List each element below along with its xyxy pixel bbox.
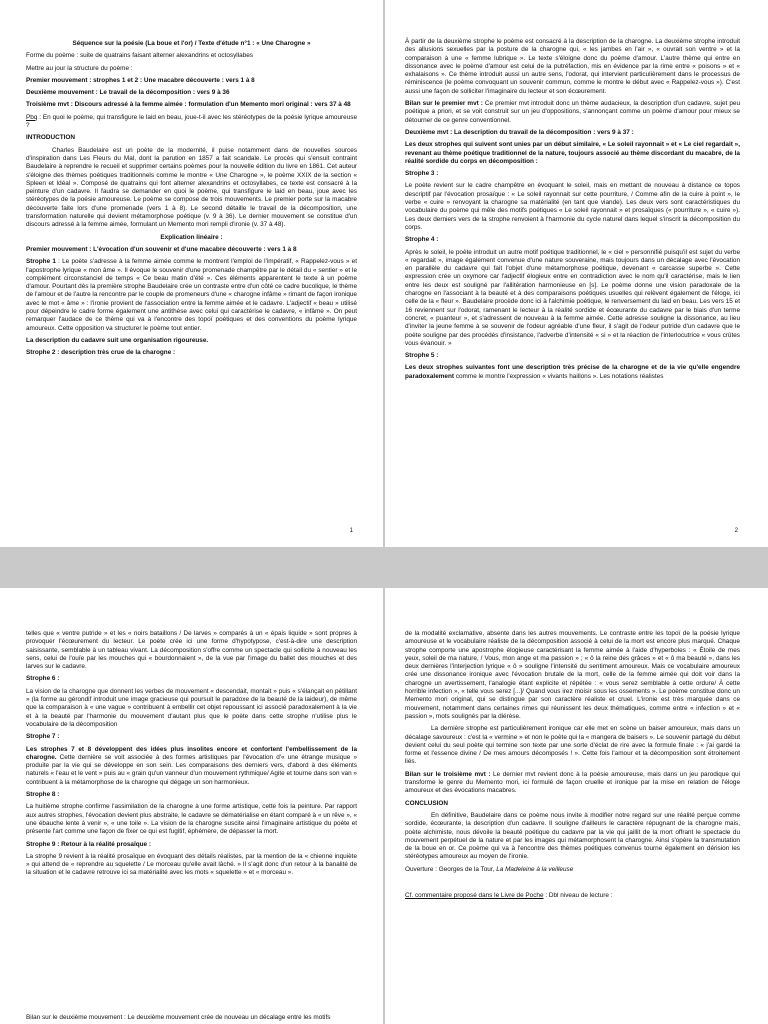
strophe-5-heading: Strophe 5 : bbox=[405, 352, 439, 360]
intro-paragraph: Charles Baudelaire est un poète de la modernité, il puise notamment dans de nouvelles sources d'inspiration dans Les Fleurs du Mal, dont la parution en 1857 a fait scandale. Le procès qui s'ensuit contraint Baudelaire à reprendre le recueil et supprimer certains poèmes pour la nouvelle édition du livre en 1861. Cet auteur s'éloigne des thèmes poétiques traditionnels comme le montre « Une Charogne », le poème XXIX de la section « Spleen et Idéal ». Composé de quatrains qui font alterner alexandrins et octosyllabes, ce texte est consacré à la peinture d'un cadavre. Il faudra se demander en quoi le poème, qui transfigure le laid en beau, joue avec les stéréotypes de la poésie amoureuse. Le poème se compose de trois mouvements. Le premier porte sur la macabre découverte faite lors d'une promenade (vers 1 à 8). Le second détaille le travail de la décomposition, une transformation naturelle qui devient métamorphose poétique (v. 9 à 36). Le dernier mouvement se constitue d'un discours adressé à la femme aimée, formulant un Memento mori rempli d'ironie (v. 37 à 48). bbox=[26, 146, 357, 229]
cf-label: Cf. commentaire proposé dans le Livre de Poche bbox=[405, 892, 544, 900]
bilan-3 bbox=[405, 771, 740, 796]
strophe-1-label: Strophe 1 bbox=[26, 258, 56, 266]
strophe-2-heading: Strophe 2 : description très crue de la charogne : bbox=[26, 349, 176, 357]
bilan-1 bbox=[405, 100, 740, 125]
strophe-4-heading: Strophe 4 : bbox=[405, 236, 439, 244]
strophe-3-text: Le poète revient sur le cadre champêtre en évoquant le soleil, mais en mettant de nouveau à distance ce topos descriptif par l'évocation prosaïque : « Le soleil rayonnait sur cette pourriture, / Comme afin de la cuire à point », le verbe « cuire » renvoyant la charogne sa matérialité (en tant que viande). Les deux vers sont caractéristiques du vocabulaire du poème qui mêle des motifs poétiques « Le soleil rayonnait » et prosaïques (« pourriture », « cuire »). Les deux derniers vers de la strophe renvoient à l'harmonie du cycle naturel dans lequel s'inscrit la décomposition du corps. bbox=[405, 182, 740, 231]
strophe-1 bbox=[26, 258, 357, 333]
strophe-8-text: La huitième strophe confirme l'assimilation de la charogne à une forme artistique, cette fois la peinture. Par rapport aux autres strophes, l'évocation devient plus abstraite, le cadavre se dématérialise en étant comparé à « un rêve », « une ébauche lente à venir », « une toile ». La vision de la charogne suscite ainsi l'imaginaire artistique du poète et présente l'art comme une façon de fixer ce qui est fugitif, éphémère, de dépasser la mort. bbox=[26, 803, 357, 836]
document-title: Séquence sur la poésie (La boue et l'or) / Texte d'étude n°1 : « Une Charogne » bbox=[72, 40, 311, 47]
problematique bbox=[26, 114, 357, 131]
strophe-6-heading: Strophe 6 : bbox=[26, 675, 60, 683]
strophes-3-4-intro: Les deux strophes qui suivent sont unies par un début similaire, « Le soleil rayonnait » et « Le ciel regardait », revenant au thème poétique traditionnel de la nature, toujours associé au thème discordant du macabre, de la réalité sordide du corps en décomposition : bbox=[405, 141, 740, 165]
intro-heading: INTRODUCTION bbox=[26, 134, 75, 142]
strophe-9-heading: Strophe 9 : Retour à la réalité prosaïque : bbox=[26, 840, 152, 848]
strophe-3-heading: Strophe 3 : bbox=[405, 170, 439, 178]
bilan-1-text: Ce premier mvt introduit donc un thème audacieux, la description d'un cadavre, sujet peu poétique a priori, et se voit construit sur un jeu d'oppositions, s'annonçant comme un poème d'amour pour mieux se détourner de ce genre conventionnel. bbox=[405, 100, 741, 124]
strophe-5-bold: Les deux strophes suivantes font une description très précise de la charogne et de la vie qu'elle engendre paradoxalement bbox=[405, 364, 740, 380]
strophe-1-text: : Le poète s'adresse à la femme aimée comme le montrent l'emploi de l'impératif, « Rappelez-vous » et l'apostrophe lyrique « mon âme ». Il évoque le souvenir d'une promenade champêtre par le détail du « sentier » et le complément circonstanciel de temps « Ce beau matin d'été ». Ces éléments apparentent le texte à un poème d'amour. Pourtant dès la première strophe Baudelaire crée un contraste entre d'un côté ce cadre bucolique, le thème de l'amour et de l'autre la rencontre par le couple de promeneurs d'une « charogne infâme » rimant de façon ironique avec le mot « âme » : l'ironie provient de l'association entre la femme aimée et le cadavre. L'adjectif « beau » utilisé pour dépeindre le cadre forme également une antithèse avec celui qui caractérise le cadavre, « infâme ». On peut remarquer l'audace de ce thème qui va à l'encontre des topoï poétiques et des conventions du poème lyrique amoureux. Cette opposition va structurer le poème tout entier. bbox=[26, 258, 357, 332]
document-page-2 bbox=[385, 0, 768, 547]
movement-1-heading: Premier mouvement : L'évocation d'un souvenir et d'une macabre découverte : vers 1 à 8 bbox=[26, 245, 297, 253]
strophe-7-text: Cette dernière se voit associée à des formes artistiques par l'évocation d'« une étrange musique » produite par la vie qui se développe en son sein. Les comparaisons des derniers vers, d'abord à des éléments naturels « l'eau et le vent » puis au « grain qu'un vanneur d'un mouvement rythmique/ Agite et tourne dans son van » contribuent à la métamorphose de la charogne qui dégage un son harmonieux. bbox=[26, 753, 357, 786]
conclusion-text: En définitive, Baudelaire dans ce poème nous invite à modifier notre regard sur une réalité perçue comme sordide, écœurante, la description d'un cadavre. Il souligne d'ailleurs le caractère répugnant de la charogne mais, poète alchimiste, nous dévoile la beauté poétique du cadavre par la vie qui jaillit de la mort offrant le spectacle du mouvement perpétuel de la nature et par les images qui métamorphosent la charogne. Ainsi s'opère la transmutation de la boue en or. Ce poème qui va à l'encontre des thèmes poétiques convenus tourne également en dérision les stéréotypes amoureux au moyen de l'ironie. bbox=[405, 811, 740, 861]
strophe-5-text: comme le montre l'expression « vivants haillons ». Les notations réalistes bbox=[454, 372, 664, 380]
movement-1-summary: Premier mouvement : strophes 1 et 2 : Une macabre découverte : vers 1 à 8 bbox=[26, 76, 255, 84]
movement-3-paragraph: de la modalité exclamative, absente dans les autres mouvements. Le contraste entre les topoï de la poésie lyrique amoureuse et le vocabulaire réaliste de la décomposition associé à celui de la mort est encore plus marqué. Chaque strophe comporte une apostrophe élogieuse caractérisant la femme aimée à l'aide d'hyperboles : « Étoile de mes yeux, soleil de ma nature, / Vous, mon ange et ma passion » ; « ô la reine des grâces » et « ô ma beauté », dans les deux dernières l'interjection lyrique « ô » souligne l'intensité du sentiment amoureux. Mais ce vocabulaire amoureux crée une dissonance ironique avec l'évocation brutale de la mort, celle de la femme aimée qui doit voir dans la charogne un avertissement, l'analogie étant explicite et répétée : « vous serez semblable à cette ordure/ À cette horrible infection », « telle vous serez [...]/ Quand vous irez moisir sous les ossements ». Le poème constitue donc un Memento mori original, qui se distingue par son caractère réaliste et cruel. L'ironie est très marquée dans ce mouvement, notamment dans certaines rimes qui réunissent les deux thématiques, comme entre « infection » et « passion », mots soulignés par la diérèse. bbox=[405, 630, 740, 720]
ouverture-label: Ouverture : Georges de la Tour, bbox=[405, 865, 497, 873]
document-page-4 bbox=[385, 588, 768, 1024]
pbq-text: : En quoi le poème, qui transfigure le laid en beau, joue-t-il avec les stéréotypes de la poésie lyrique amoureuse ? bbox=[26, 113, 357, 130]
bilan-3-label: Bilan sur le troisième mvt : bbox=[405, 770, 491, 778]
ouverture bbox=[405, 866, 740, 874]
pbq-label: Pbq bbox=[26, 113, 38, 121]
page-number: 1 bbox=[349, 527, 353, 534]
strophe-7-heading: Strophe 7 : bbox=[26, 733, 60, 741]
strophe-5-continued: telles que « ventre putride » et les « noirs bataillons / De larves » comparés à un « épais liquide » sont propres à provoquer l'écœurement du lecteur. Le poète crée ici une forme d'hypotypose, c'est-à-dire une description saisissante, semblable à un tableau vivant. La décomposition s'offre comme un spectacle qui sollicite à nouveau les sens, celui de l'ouïe par les mouches qui « bourdonnaient », de la vue par l'image du ballet des mouches et des larves sur le cadavre. bbox=[26, 630, 357, 671]
strophe-7 bbox=[26, 746, 357, 787]
cf-commentaire bbox=[405, 892, 740, 900]
strophe-2-paragraph: À partir de la deuxième strophe le poème est consacré à la description de la charogne. La deuxième strophe introduit des allusions sexuelles par la posture de la charogne qui, « les jambes en l'air », « ouvrait son ventre » et la comparaison à une « femme lubrique ». Le texte s'éloigne donc du poème d'amour. L'autre thème qui entre en dissonance avec le poème d'amour est celui de la putréfaction, mis en évidence par la rime entre « poisons » et « exhalaisons ». Ce thème introduit aussi un autre sens, l'odorat, qui intervient particulièrement dans le processus de réminiscence (le poème convoquant un souvenir commun, comme le montre le début avec « Rappelez-vous »). C'est aussi une façon de solliciter l'imaginaire du lecteur et son écœurement. bbox=[405, 38, 740, 95]
description-line: La description du cadavre suit une organisation rigoureuse. bbox=[26, 336, 209, 344]
strophe-8-heading: Strophe 8 : bbox=[26, 791, 60, 799]
strophe-7-bold: Les strophes 7 et 8 développent des idées plus insolites encore et confortent l'embellissement de la charogne. bbox=[26, 745, 357, 761]
strophe-6-text: La vision de la charogne que donnent les verbes de mouvement « descendait, montait » puis « s'élançait en pétillant » (la forme au gérondif introduit une image gracieuse qui poursuit le paradoxe de la beauté de la laideur), de même que la comparaison à « une vague » contribuent à embellir cet objet repoussant ici associé paradoxalement à la vie et à la beauté par l'harmonie du mouvement d'autant plus que le poète dans cette strophe n'utilise plus le vocabulaire de la décomposition bbox=[26, 687, 357, 728]
bilan-3-text: Le dernier mvt revient donc à la poésie amoureuse, mais dans un jeu parodique qui transforme le genre du Memento mori, ici formulé de façon cruelle et ironique par la mise en relation de l'éloge amoureux et des évocations macabres. bbox=[405, 770, 740, 795]
movement-3-summary: Troisième mvt : Discours adressé à la femme aimée : formulation d'un Memento mori original : vers 37 à 48 bbox=[26, 101, 351, 109]
movement-2-heading: Deuxième mvt : La description du travail de la décomposition : vers 9 à 37 : bbox=[405, 128, 634, 136]
poem-form: Forme du poème : suite de quatrains faisant alterner alexandrins et octosyllabes bbox=[26, 52, 253, 60]
document-page-1 bbox=[0, 0, 383, 547]
strophe-9-text: La strophe 9 revient à la réalité prosaïque en évoquant des détails réalistes, par la mention de la « chienne inquiète » qui attend de « reprendre au squelette / Le morceau qu'elle avait lâché. » Il s'agit donc d'un retour à la banalité de la situation et le cadavre retrouve ici sa matérialité avec les mots « squelette » et « morceau ». bbox=[26, 852, 357, 877]
page-separator-horizontal bbox=[0, 547, 768, 588]
document-page-3 bbox=[0, 588, 383, 1024]
explication-heading: Explication linéaire : bbox=[160, 233, 223, 241]
strophe-5 bbox=[405, 364, 740, 381]
structure-intro: Mettre au jour la structure du poème : bbox=[26, 64, 133, 72]
page-number: 2 bbox=[734, 527, 738, 534]
strophe-4-text: Après le soleil, le poète introduit un autre motif poétique traditionnel, le « ciel » personnifié puisqu'il est sujet du verbe « regardait », image également convenue d'une nature souveraine, mais toujours dans un décalage avec l'évocation en parallèle du cadavre qui fait l'objet d'une métamorphose poétique, devenant « carcasse superbe ». Cette expression crée un oxymore car l'adjectif élogieux entre en contradiction avec le nom qu'il caractérise, mais le lien entre les deux est souligné par l'allitération harmonieuse en [s]. Le poème donne une vision paradoxale de la charogne en l'associant à la beauté et à des comparaisons poétiques usuelles qui relèvent également de l'éloge, ici celle de la « fleur ». Baudelaire procède donc ici à l'alchimie poétique, le renversement du laid en beau. Les vers 15 et 16 reviennent sur l'odorat, ramenant le lecteur à la réalité sordide et écœurante du cadavre par le biais d'un terme concret, « puanteur », et s'adressent de nouveau à la femme aimée. Cette adresse souligne la dissonance, au lieu d'inviter la jeune femme à se souvenir de l'odeur agréable d'une fleur, il s'agit de l'odeur putride d'un cadavre que le poète souligne par des procédés d'insistance, l'adverbe d'intensité « si » et la réaction de l'interlocutrice « vous crûtes vous évanouir. » bbox=[405, 248, 740, 347]
bilan-1-label: Bilan sur le premier mvt : bbox=[405, 100, 483, 108]
cf-text: : Dbl niveau de lecture : bbox=[543, 892, 613, 900]
ouverture-work: La Madeleine à la veilleuse bbox=[496, 865, 574, 873]
conclusion-heading: CONCLUSION bbox=[405, 799, 448, 807]
truncated-line: Bilan sur le deuxième mouvement : Le deuxième mouvement crée de nouveau un décalage entre les motifs bbox=[26, 1013, 331, 1021]
movement-2-summary: Deuxième mouvement : Le travail de la décomposition : vers 9 à 36 bbox=[26, 89, 230, 97]
last-strophe-paragraph: La dernière strophe est particulièrement ironique car elle met en scène un baiser amoureux, mais dans un décalage savoureux : c'est la « vermine » et non le poète qui la « mangera de baisers ». Le souvenir partagé du début devient celui du seul poète qui termine son texte par une sorte d'éclat de rire avec la formule finale : « j'ai gardé la forme et l'essence divine / De mes amours décomposés ! ». Cette fois l'amour et la décomposition sont étroitement liés. bbox=[405, 725, 740, 766]
